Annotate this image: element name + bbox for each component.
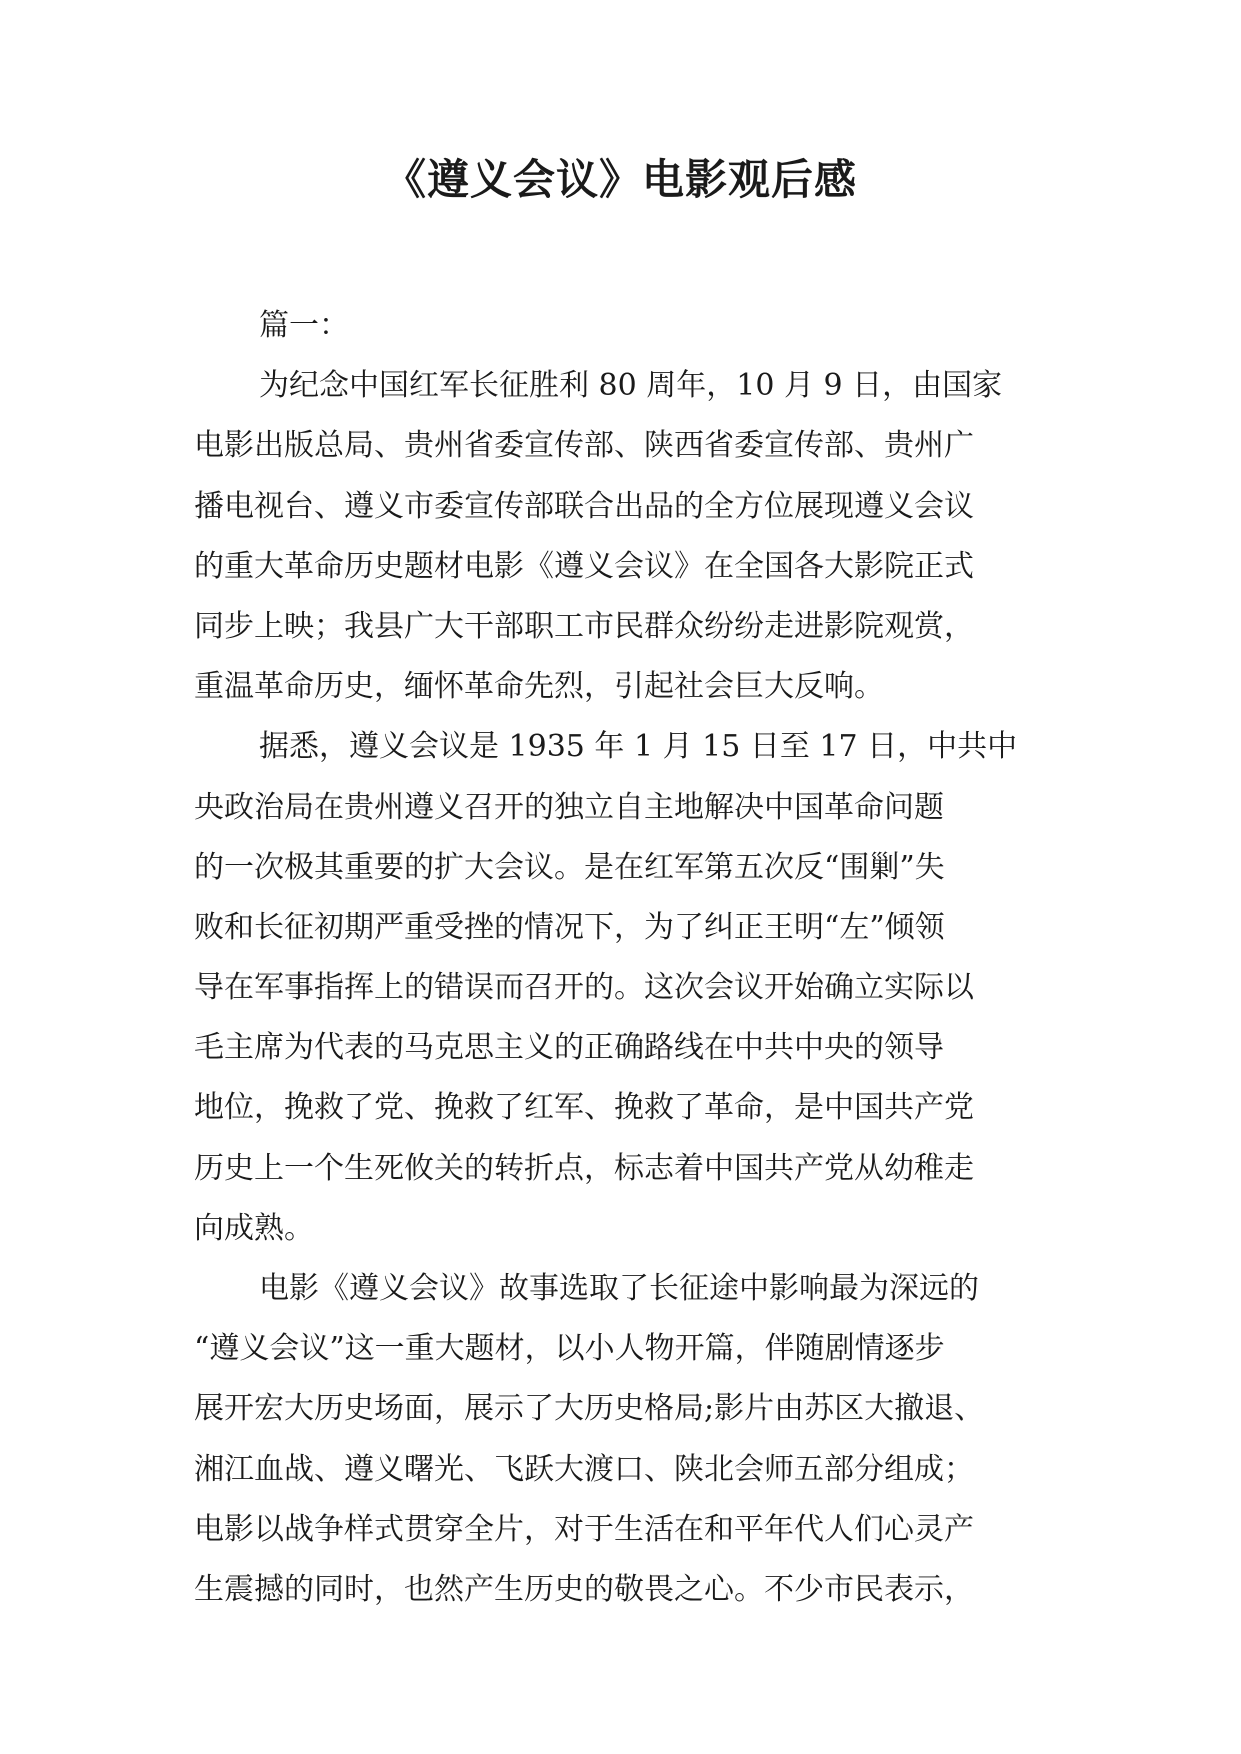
paragraph-line: 为纪念中国红军长征胜利 80 周年，10 月 9 日，由国家 [259, 368, 1003, 404]
paragraph-line: 电影以战争样式贯穿全片，对于生活在和平年代人们心灵产 [194, 1511, 974, 1547]
paragraph-line: “遵义会议”这一重大题材，以小人物开篇，伴随剧情逐步 [194, 1331, 945, 1367]
paragraph-line: 重温革命历史，缅怀革命先烈，引起社会巨大反响。 [194, 669, 884, 705]
section-heading: 篇一： [259, 308, 349, 343]
paragraph-line: 毛主席为代表的马克思主义的正确路线在中共中央的领导 [194, 1030, 944, 1066]
paragraph-line: 败和长征初期严重受挫的情况下，为了纠正王明“左”倾领 [194, 909, 945, 945]
paragraph-line: 的重大革命历史题材电影《遵义会议》在全国各大影院正式 [194, 548, 974, 584]
paragraph-line: 地位，挽救了党、挽救了红军、挽救了革命，是中国共产党 [194, 1090, 974, 1126]
paragraph-line: 的一次极其重要的扩大会议。是在红军第五次反“围剿”失 [194, 849, 945, 885]
document-body [194, 296, 1052, 1620]
paragraph-line: 导在军事指挥上的错误而召开的。这次会议开始确立实际以 [194, 970, 974, 1006]
paragraph-line: 同步上映；我县广大干部职工市民群众纷纷走进影院观赏， [194, 608, 974, 644]
paragraph-line: 播电视台、遵义市委宣传部联合出品的全方位展现遵义会议 [194, 488, 974, 524]
paragraph-line: 湘江血战、遵义曙光、飞跃大渡口、陕北会师五部分组成； [194, 1451, 974, 1487]
paragraph-line: 电影出版总局、贵州省委宣传部、陕西省委宣传部、贵州广 [194, 428, 974, 464]
paragraph-line: 向成熟。 [194, 1210, 314, 1246]
paragraph-line: 历史上一个生死攸关的转折点，标志着中国共产党从幼稚走 [194, 1150, 974, 1186]
paragraph-line: 央政治局在贵州遵义召开的独立自主地解决中国革命问题 [194, 789, 944, 825]
paragraph-line: 展开宏大历史场面，展示了大历史格局;影片由苏区大撤退、 [194, 1391, 985, 1427]
paragraph-line: 电影《遵义会议》故事选取了长征途中影响最为深远的 [259, 1271, 979, 1306]
document-title: 《遵义会议》电影观后感 [383, 155, 857, 204]
paragraph-line: 据悉，遵义会议是 1935 年 1 月 15 日至 17 日，中共中 [259, 729, 1018, 765]
paragraph-line: 生震撼的同时，也然产生历史的敬畏之心。不少市民表示， [194, 1571, 974, 1607]
